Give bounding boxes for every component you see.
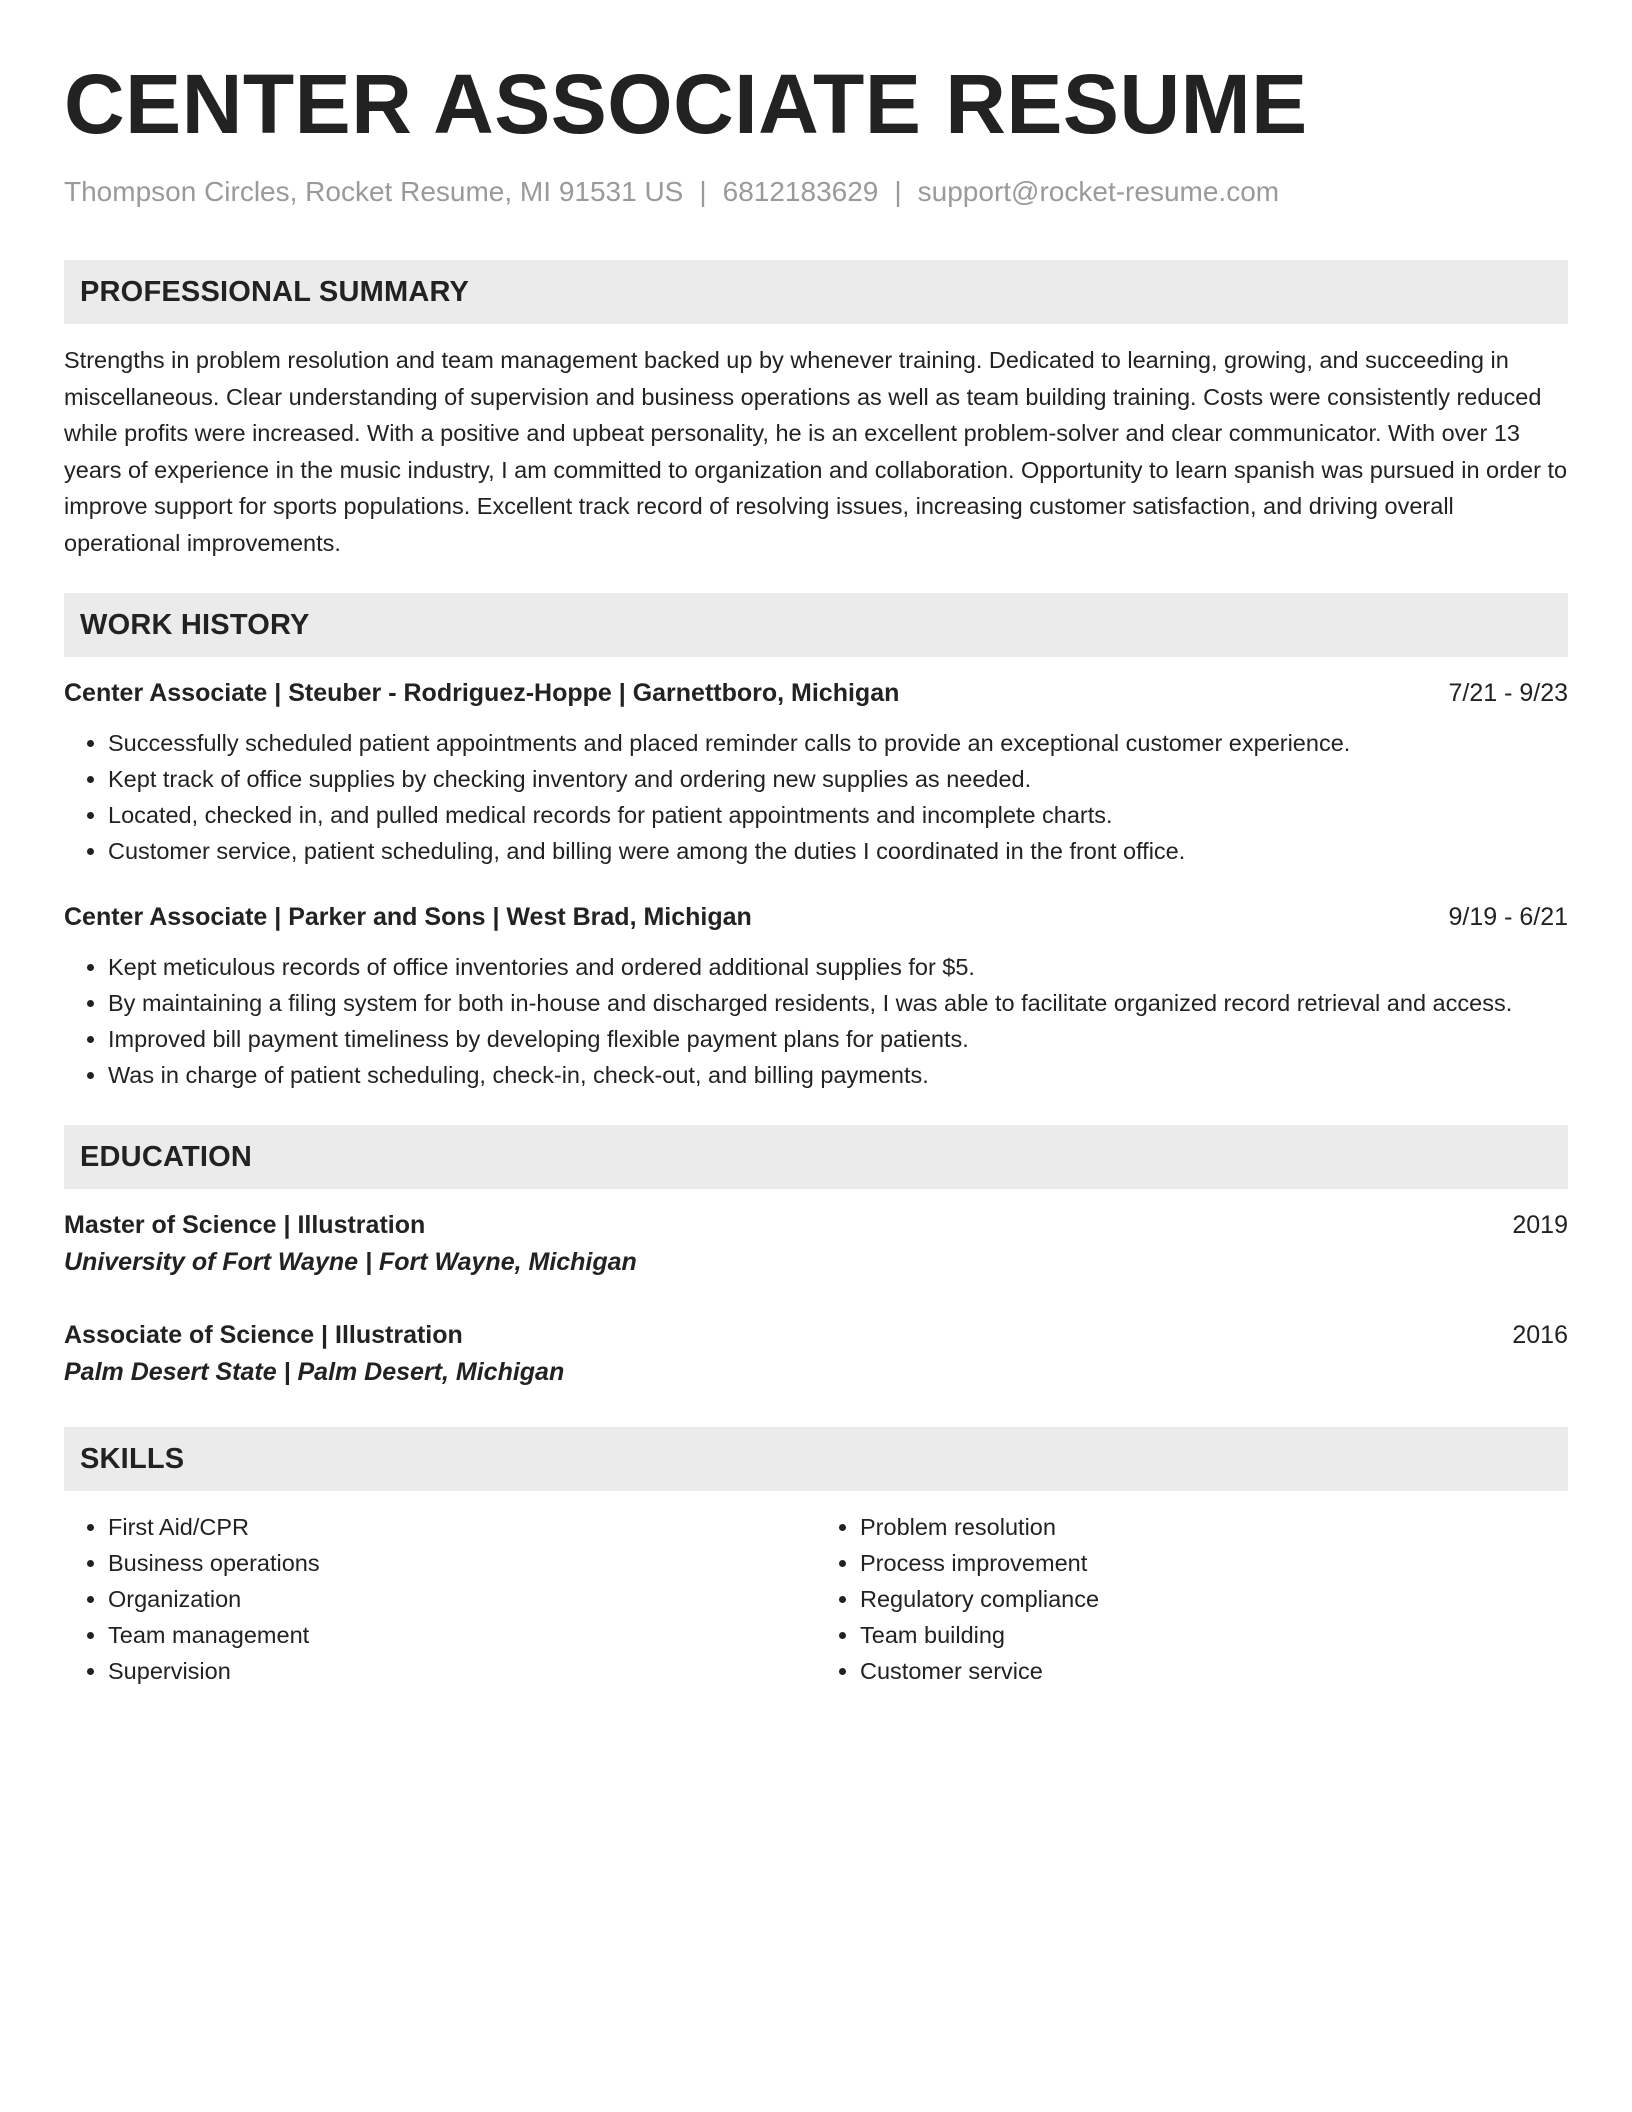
contact-phone: 6812183629 [722, 176, 879, 207]
section-header-work-history: WORK HISTORY [64, 593, 1568, 657]
education-year: 2019 [1512, 1211, 1568, 1239]
education-degree: Master of Science | Illustration [64, 1211, 426, 1239]
skill-item: • Process improvement [860, 1545, 1568, 1581]
job-entry [64, 899, 1568, 1093]
skill-item: • Problem resolution [860, 1509, 1568, 1545]
education-entry [64, 1317, 1568, 1391]
skills-column-right [816, 1509, 1568, 1689]
skill-item: • Regulatory compliance [860, 1581, 1568, 1617]
skill-item: • Customer service [860, 1653, 1568, 1689]
summary-text: Strengths in problem resolution and team management backed up by whenever training. Dedicated to learning, growing, and succeeding in miscellaneous. Clear understanding of supervision and business operations as well as team building training. Costs were consistently reduced while profits were increased. With a positive and upbeat personality, he is an excellent problem-solver and clear communicator. With over 13 years of experience in the music industry, I am committed to organization and collaboration. Opportunity to learn spanish was pursued in order to improve support for sports populations. Excellent track record of resolving issues, increasing customer satisfaction, and driving overall operational improvements. [64, 347, 1568, 556]
job-dates: 7/21 - 9/23 [1448, 679, 1568, 707]
job-bullet: • Successfully scheduled patient appointments and placed reminder calls to provide an exceptional customer experience. [108, 725, 1568, 761]
education-entry [64, 1207, 1568, 1281]
skill-item: • First Aid/CPR [108, 1509, 816, 1545]
job-title: Center Associate | Steuber - Rodriguez-Hoppe | Garnettboro, Michigan [64, 679, 900, 707]
job-bullet: • Was in charge of patient scheduling, check-in, check-out, and billing payments. [108, 1057, 1568, 1093]
education-school: Palm Desert State | Palm Desert, Michigan [64, 1358, 565, 1386]
skill-item: • Business operations [108, 1545, 816, 1581]
job-title: Center Associate | Parker and Sons | West Brad, Michigan [64, 903, 752, 931]
education-header [64, 1317, 1568, 1353]
job-bullet: • Located, checked in, and pulled medical records for patient appointments and incomplete charts. [108, 797, 1568, 833]
resume-title: CENTER ASSOCIATE RESUME [64, 57, 1308, 151]
job-bullet: • Kept track of office supplies by checking inventory and ordering new supplies as needed. [108, 761, 1568, 797]
skills-grid [64, 1509, 1568, 1689]
job-header [64, 675, 1568, 711]
job-bullet: • By maintaining a filing system for both in-house and discharged residents, I was able to facilitate organized record retrieval and access. [108, 985, 1568, 1021]
skill-item: • Supervision [108, 1653, 816, 1689]
education-year: 2016 [1512, 1321, 1568, 1349]
contact-line [64, 174, 1568, 210]
section-header-summary: PROFESSIONAL SUMMARY [64, 260, 1568, 324]
job-bullet: • Kept meticulous records of office inventories and ordered additional supplies for $5. [108, 949, 1568, 985]
contact-separator: | [699, 176, 707, 207]
contact-email: support@rocket-resume.com [917, 176, 1280, 207]
skill-item: • Team management [108, 1617, 816, 1653]
education-header [64, 1207, 1568, 1243]
job-bullet: • Improved bill payment timeliness by developing flexible payment plans for patients. [108, 1021, 1568, 1057]
skills-column-left [64, 1509, 816, 1689]
section-header-education: EDUCATION [64, 1125, 1568, 1189]
education-degree: Associate of Science | Illustration [64, 1321, 463, 1349]
job-dates: 9/19 - 6/21 [1448, 903, 1568, 931]
section-header-skills: SKILLS [64, 1427, 1568, 1491]
skill-item: • Organization [108, 1581, 816, 1617]
job-bullet: • Customer service, patient scheduling, and billing were among the duties I coordinated in the front office. [108, 833, 1568, 869]
contact-separator: | [894, 176, 902, 207]
education-school: University of Fort Wayne | Fort Wayne, Michigan [64, 1248, 637, 1276]
skill-item: • Team building [860, 1617, 1568, 1653]
contact-address: Thompson Circles, Rocket Resume, MI 91531 US [64, 176, 684, 207]
job-bullets [64, 949, 1568, 1093]
job-entry [64, 675, 1568, 869]
job-header [64, 899, 1568, 935]
job-bullets [64, 725, 1568, 869]
